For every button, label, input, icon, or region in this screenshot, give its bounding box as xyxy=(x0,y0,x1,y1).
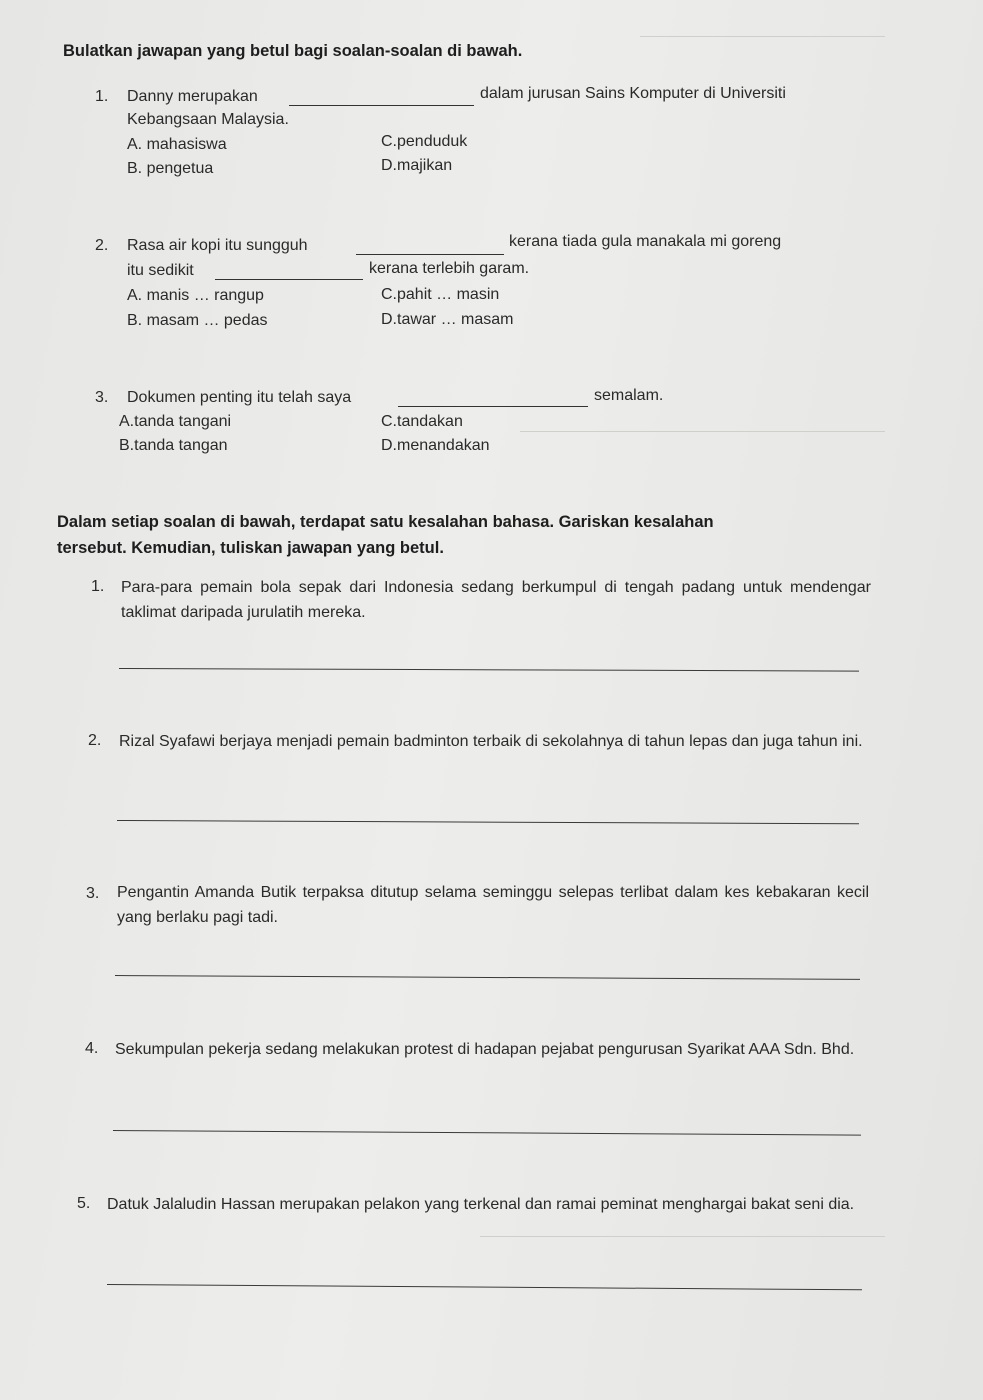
question-text: Dokumen penting itu telah saya xyxy=(127,389,352,406)
paper-fold-line xyxy=(480,1236,885,1237)
question-number: 2. xyxy=(95,237,109,254)
section-b-instruction: Dalam setiap soalan di bawah, terdapat satu kesalahan bahasa. Gariskan kesalahan xyxy=(57,513,714,531)
answer-blank[interactable] xyxy=(356,254,504,255)
section-b-instruction: tersebut. Kemudian, tuliskan jawapan yang betul. xyxy=(57,539,444,557)
answer-line[interactable] xyxy=(117,820,859,824)
option-b[interactable]: B.tanda tangan xyxy=(119,437,228,454)
question-number: 4. xyxy=(85,1040,99,1057)
question-number: 3. xyxy=(86,885,100,902)
paper-fold-line xyxy=(640,36,885,37)
option-d[interactable]: D.tawar … masam xyxy=(381,311,514,328)
option-a[interactable]: A. manis … rangup xyxy=(127,287,264,304)
paper-fold-line xyxy=(520,431,885,432)
question-text: Datuk Jalaludin Hassan merupakan pelakon yang terkenal dan ramai peminat menghargai bakat seni dia. xyxy=(107,1196,855,1213)
question-text: Pengantin Amanda Butik terpaksa ditutup selama seminggu selepas terlibat dalam kes kebakaran kecil yang berlaku pagi tadi. xyxy=(117,884,869,926)
option-c[interactable]: C.tandakan xyxy=(381,413,463,430)
answer-blank[interactable] xyxy=(289,105,474,106)
answer-blank[interactable] xyxy=(215,279,363,280)
answer-line[interactable] xyxy=(115,975,860,980)
question-text: itu sedikit xyxy=(127,262,194,279)
option-a[interactable]: A. mahasiswa xyxy=(127,136,227,153)
question-text: Sekumpulan pekerja sedang melakukan protest di hadapan pejabat pengurusan Syarikat AAA Sdn. Bhd. xyxy=(115,1041,855,1058)
question-number: 2. xyxy=(88,732,102,749)
question-text: Kebangsaan Malaysia. xyxy=(127,111,289,128)
option-a[interactable]: A.tanda tangani xyxy=(119,413,232,430)
answer-line[interactable] xyxy=(107,1284,862,1290)
answer-line[interactable] xyxy=(119,668,859,672)
option-c[interactable]: C.penduduk xyxy=(381,133,468,150)
option-d[interactable]: D.menandakan xyxy=(381,437,490,454)
question-text: semalam. xyxy=(594,387,664,404)
option-d[interactable]: D.majikan xyxy=(381,157,453,174)
answer-blank[interactable] xyxy=(398,406,588,407)
answer-line[interactable] xyxy=(113,1130,861,1136)
question-text: kerana terlebih garam. xyxy=(369,260,530,277)
question-text: Rizal Syafawi berjaya menjadi pemain badminton terbaik di sekolahnya di tahun lepas dan juga tahun ini. xyxy=(119,733,863,750)
question-number: 5. xyxy=(77,1195,91,1212)
section-a-instruction: Bulatkan jawapan yang betul bagi soalan-soalan di bawah. xyxy=(63,42,523,60)
question-number: 3. xyxy=(95,389,109,406)
question-text: Para-para pemain bola sepak dari Indonesia sedang berkumpul di tengah padang untuk mendengar taklimat daripada jurulatih mereka. xyxy=(121,579,871,621)
question-number: 1. xyxy=(91,578,105,595)
option-b[interactable]: B. pengetua xyxy=(127,160,214,177)
question-text: Rasa air kopi itu sungguh xyxy=(127,237,308,254)
question-number: 1. xyxy=(95,88,109,105)
question-text: kerana tiada gula manakala mi goreng xyxy=(509,233,782,250)
question-text: Danny merupakan xyxy=(127,88,258,105)
option-b[interactable]: B. masam … pedas xyxy=(127,312,268,329)
question-text: dalam jurusan Sains Komputer di Universiti xyxy=(480,85,786,102)
option-c[interactable]: C.pahit … masin xyxy=(381,286,500,303)
